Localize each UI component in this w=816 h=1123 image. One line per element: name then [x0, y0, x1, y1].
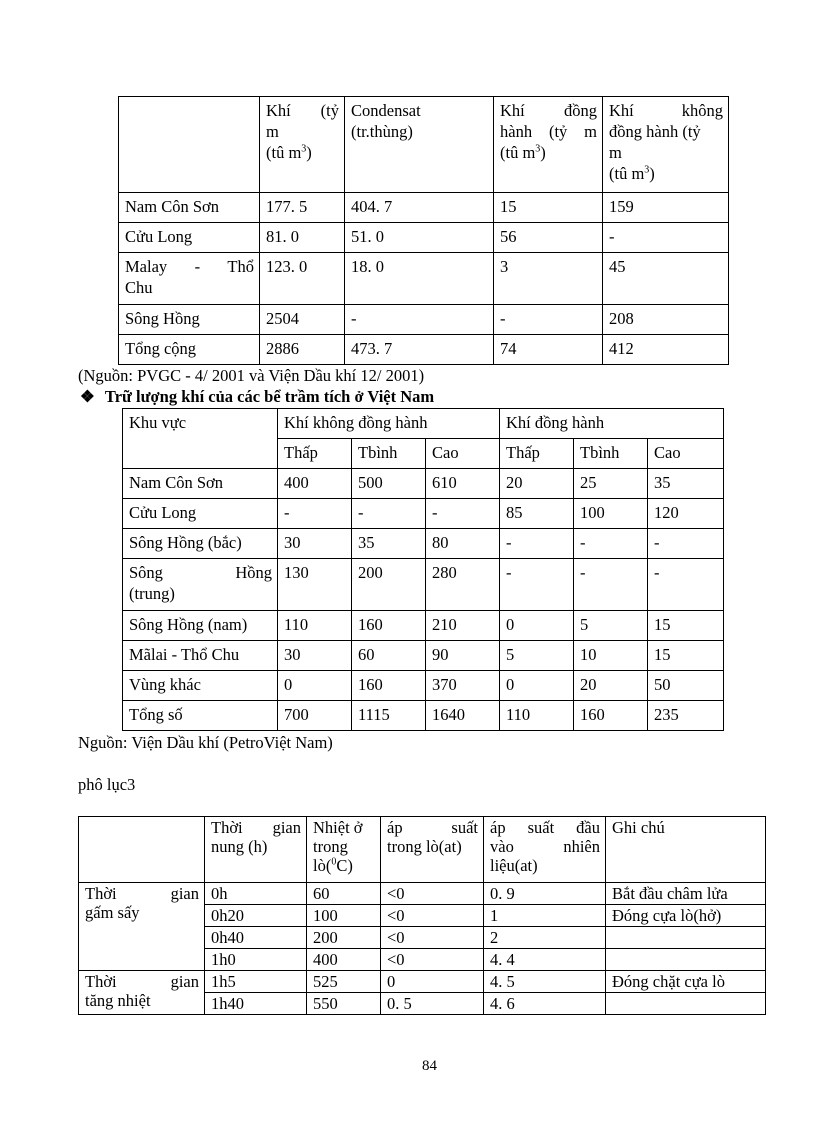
- cell: [606, 949, 766, 971]
- source-note-1: (Nguồn: PVGC - 4/ 2001 và Viện Dầu khí 12/ 2001): [78, 366, 425, 385]
- cell: 210: [426, 611, 500, 641]
- header-line: trong lò(at): [387, 837, 462, 856]
- group-line: gấm sấy: [85, 903, 140, 922]
- cell: 0: [500, 611, 574, 641]
- cell: 235: [648, 701, 724, 731]
- cell: 0h: [205, 883, 307, 905]
- cell: 130: [278, 559, 352, 611]
- cell: 0: [381, 971, 484, 993]
- header-line: lò($^0$C): [313, 856, 353, 875]
- cell: Nam Côn Sơn: [119, 193, 260, 223]
- source-note-2: Nguồn: Viện Dầu khí (PetroViệt Nam): [78, 733, 333, 752]
- cell: 1h40: [205, 993, 307, 1015]
- cell: Đóng cựa lò(hở): [606, 905, 766, 927]
- table-row: [119, 223, 729, 253]
- header-group-dong-hanh: Khí đồng hành: [500, 409, 724, 439]
- cell: Nam Côn Sơn: [123, 469, 278, 499]
- cell: 60: [352, 641, 426, 671]
- cell: Sông Hồng: [119, 305, 260, 335]
- cell: 200: [307, 927, 381, 949]
- cell: 90: [426, 641, 500, 671]
- header-empty-cell: [119, 97, 260, 193]
- group-gam-say: [79, 883, 205, 971]
- header-condensat-line2: (tr.thùng): [351, 122, 413, 141]
- cell: 200: [352, 559, 426, 611]
- header-kkdh-line2: đồng hành (tỷ: [609, 122, 701, 141]
- cell: 0h20: [205, 905, 307, 927]
- header-khi-line1: Khí (tỷ: [266, 101, 339, 120]
- cell: Tổng số: [123, 701, 278, 731]
- header-kdh-line3: (tû $m^3$): [500, 143, 546, 162]
- cell: 10: [574, 641, 648, 671]
- cell: -: [648, 529, 724, 559]
- table-row: [123, 529, 724, 559]
- cell: <0: [381, 927, 484, 949]
- cell: 400: [278, 469, 352, 499]
- subheader-cell: Tbình: [352, 439, 426, 469]
- cell: 20: [500, 469, 574, 499]
- cell-line: Sông Hồng: [129, 563, 272, 582]
- cell: 60: [307, 883, 381, 905]
- cell: Cửu Long: [123, 499, 278, 529]
- table-row: [119, 193, 729, 223]
- cell: 4. 6: [484, 993, 606, 1015]
- subheader-cell: Thấp: [278, 439, 352, 469]
- header-line: liệu(at): [490, 856, 538, 875]
- header-kkdh-line4: (tû $m^3$): [609, 164, 655, 183]
- cell: 74: [494, 335, 603, 365]
- cell: 100: [307, 905, 381, 927]
- header-thoi-gian-nung: [205, 817, 307, 883]
- cell: 15: [494, 193, 603, 223]
- cell: -: [500, 529, 574, 559]
- heating-schedule-table: [78, 816, 766, 1015]
- cell: 1h5: [205, 971, 307, 993]
- table-row: [123, 641, 724, 671]
- cell: 700: [278, 701, 352, 731]
- cell: 280: [426, 559, 500, 611]
- cell: 100: [574, 499, 648, 529]
- cell: 15: [648, 641, 724, 671]
- cell-line: (trung): [129, 584, 175, 603]
- cell: 30: [278, 641, 352, 671]
- header-khi: [260, 97, 345, 193]
- cell: [606, 927, 766, 949]
- table-row: [79, 883, 766, 905]
- cell-line: Malay - Thổ: [125, 257, 254, 276]
- cell: -: [278, 499, 352, 529]
- cell: 2: [484, 927, 606, 949]
- group-line: Thời gian: [85, 972, 199, 991]
- cell: 400: [307, 949, 381, 971]
- cell: -: [574, 559, 648, 611]
- cell: 30: [278, 529, 352, 559]
- table-row: [123, 671, 724, 701]
- cell: Sông Hồng (nam): [123, 611, 278, 641]
- cell: 4. 4: [484, 949, 606, 971]
- cell: 81. 0: [260, 223, 345, 253]
- cell: Tổng cộng: [119, 335, 260, 365]
- cell: 1640: [426, 701, 500, 731]
- header-kkdh-line1: Khí không: [609, 101, 723, 120]
- cell: Đóng chặt cựa lò: [606, 971, 766, 993]
- cell: 0h40: [205, 927, 307, 949]
- cell: 473. 7: [345, 335, 494, 365]
- header-khi-line3: (tû $m^3$): [266, 143, 312, 162]
- subheader-cell: Thấp: [500, 439, 574, 469]
- cell: 35: [648, 469, 724, 499]
- reserves-table-1: [118, 96, 729, 365]
- cell: 1h0: [205, 949, 307, 971]
- cell: 550: [307, 993, 381, 1015]
- cell: -: [352, 499, 426, 529]
- cell: 0. 5: [381, 993, 484, 1015]
- table-row: [123, 701, 724, 731]
- cell: 3: [494, 253, 603, 305]
- subheader-cell: Cao: [648, 439, 724, 469]
- header-khu-vuc: Khu vực: [123, 409, 278, 469]
- cell: <0: [381, 949, 484, 971]
- group-line: tăng nhiệt: [85, 991, 151, 1010]
- cell: 120: [648, 499, 724, 529]
- cell: Cửu Long: [119, 223, 260, 253]
- header-condensat: [345, 97, 494, 193]
- cell: 35: [352, 529, 426, 559]
- cell: 0. 9: [484, 883, 606, 905]
- cell: -: [345, 305, 494, 335]
- cell-song-hong-trung: [123, 559, 278, 611]
- diamond-bullet-icon: ❖: [80, 387, 95, 406]
- table-row: [119, 253, 729, 305]
- cell: <0: [381, 883, 484, 905]
- cell: 160: [352, 671, 426, 701]
- header-ap-suat-lo: [381, 817, 484, 883]
- subheader-cell: Cao: [426, 439, 500, 469]
- cell: 0: [278, 671, 352, 701]
- subheader-cell: Tbình: [574, 439, 648, 469]
- header-line: vào nhiên: [490, 837, 600, 856]
- cell: 0: [500, 671, 574, 701]
- cell: <0: [381, 905, 484, 927]
- cell: 5: [574, 611, 648, 641]
- cell: Bắt đầu châm lửa: [606, 883, 766, 905]
- cell: 18. 0: [345, 253, 494, 305]
- cell: 1: [484, 905, 606, 927]
- cell: 25: [574, 469, 648, 499]
- group-line: Thời gian: [85, 884, 199, 903]
- cell: 370: [426, 671, 500, 701]
- header-ap-suat-dau-vao: [484, 817, 606, 883]
- cell: 56: [494, 223, 603, 253]
- cell: Vùng khác: [123, 671, 278, 701]
- header-line: áp suất đầu: [490, 818, 600, 837]
- appendix-title: phô lục3: [78, 775, 136, 794]
- cell: 177. 5: [260, 193, 345, 223]
- header-kdh-line2: hành (tỷ m: [500, 122, 597, 141]
- section-heading-text: Trữ lượng khí của các bể trầm tích ở Việt Nam: [104, 387, 435, 406]
- page-number: 84: [422, 1058, 437, 1074]
- cell: 525: [307, 971, 381, 993]
- cell: 404. 7: [345, 193, 494, 223]
- header-line: áp suất: [387, 818, 478, 837]
- cell: -: [574, 529, 648, 559]
- cell: 208: [603, 305, 729, 335]
- cell: 1115: [352, 701, 426, 731]
- cell-malay: [119, 253, 260, 305]
- cell: 159: [603, 193, 729, 223]
- cell: 2504: [260, 305, 345, 335]
- cell: -: [426, 499, 500, 529]
- cell: 80: [426, 529, 500, 559]
- cell: 85: [500, 499, 574, 529]
- header-nhiet: [307, 817, 381, 883]
- table-row: [123, 499, 724, 529]
- group-tang-nhiet: [79, 971, 205, 1015]
- cell-line: Chu: [125, 278, 153, 297]
- cell: 123. 0: [260, 253, 345, 305]
- cell: 51. 0: [345, 223, 494, 253]
- cell: 15: [648, 611, 724, 641]
- cell: Mãlai - Thổ Chu: [123, 641, 278, 671]
- cell: 610: [426, 469, 500, 499]
- section-heading: [80, 387, 434, 407]
- cell: -: [500, 559, 574, 611]
- cell: 50: [648, 671, 724, 701]
- header-condensat-line1: Condensat: [351, 101, 421, 120]
- header-line: Thời gian: [211, 818, 301, 837]
- table-header-row: [79, 817, 766, 883]
- cell: -: [494, 305, 603, 335]
- table-row: [123, 559, 724, 611]
- header-kkdh-line3: m: [609, 143, 622, 162]
- table-row: [119, 305, 729, 335]
- header-khi-line2: m: [266, 122, 279, 141]
- cell: 160: [574, 701, 648, 731]
- cell: 160: [352, 611, 426, 641]
- cell: -: [648, 559, 724, 611]
- cell: 2886: [260, 335, 345, 365]
- cell: 20: [574, 671, 648, 701]
- table-header-row: [119, 97, 729, 193]
- cell: -: [603, 223, 729, 253]
- header-line: nung (h): [211, 837, 268, 856]
- cell: 110: [278, 611, 352, 641]
- table-row: [119, 335, 729, 365]
- cell: Sông Hồng (bắc): [123, 529, 278, 559]
- header-empty-cell: [79, 817, 205, 883]
- header-group-khong-dong-hanh: Khí không đồng hành: [278, 409, 500, 439]
- cell: 5: [500, 641, 574, 671]
- header-line: Nhiệt ở: [313, 818, 363, 837]
- table-header-row: [123, 409, 724, 439]
- table-row: [123, 469, 724, 499]
- cell: 500: [352, 469, 426, 499]
- header-khi-dong-hanh: [494, 97, 603, 193]
- reserves-table-2: [122, 408, 724, 731]
- cell: [606, 993, 766, 1015]
- header-line: trong: [313, 837, 348, 856]
- table-row: [79, 971, 766, 993]
- header-ghi-chu: Ghi chú: [606, 817, 766, 883]
- cell: 412: [603, 335, 729, 365]
- table-row: [123, 611, 724, 641]
- cell: 4. 5: [484, 971, 606, 993]
- cell: 45: [603, 253, 729, 305]
- header-kdh-line1: Khí đồng: [500, 101, 597, 120]
- cell: 110: [500, 701, 574, 731]
- header-khi-khong-dong-hanh: [603, 97, 729, 193]
